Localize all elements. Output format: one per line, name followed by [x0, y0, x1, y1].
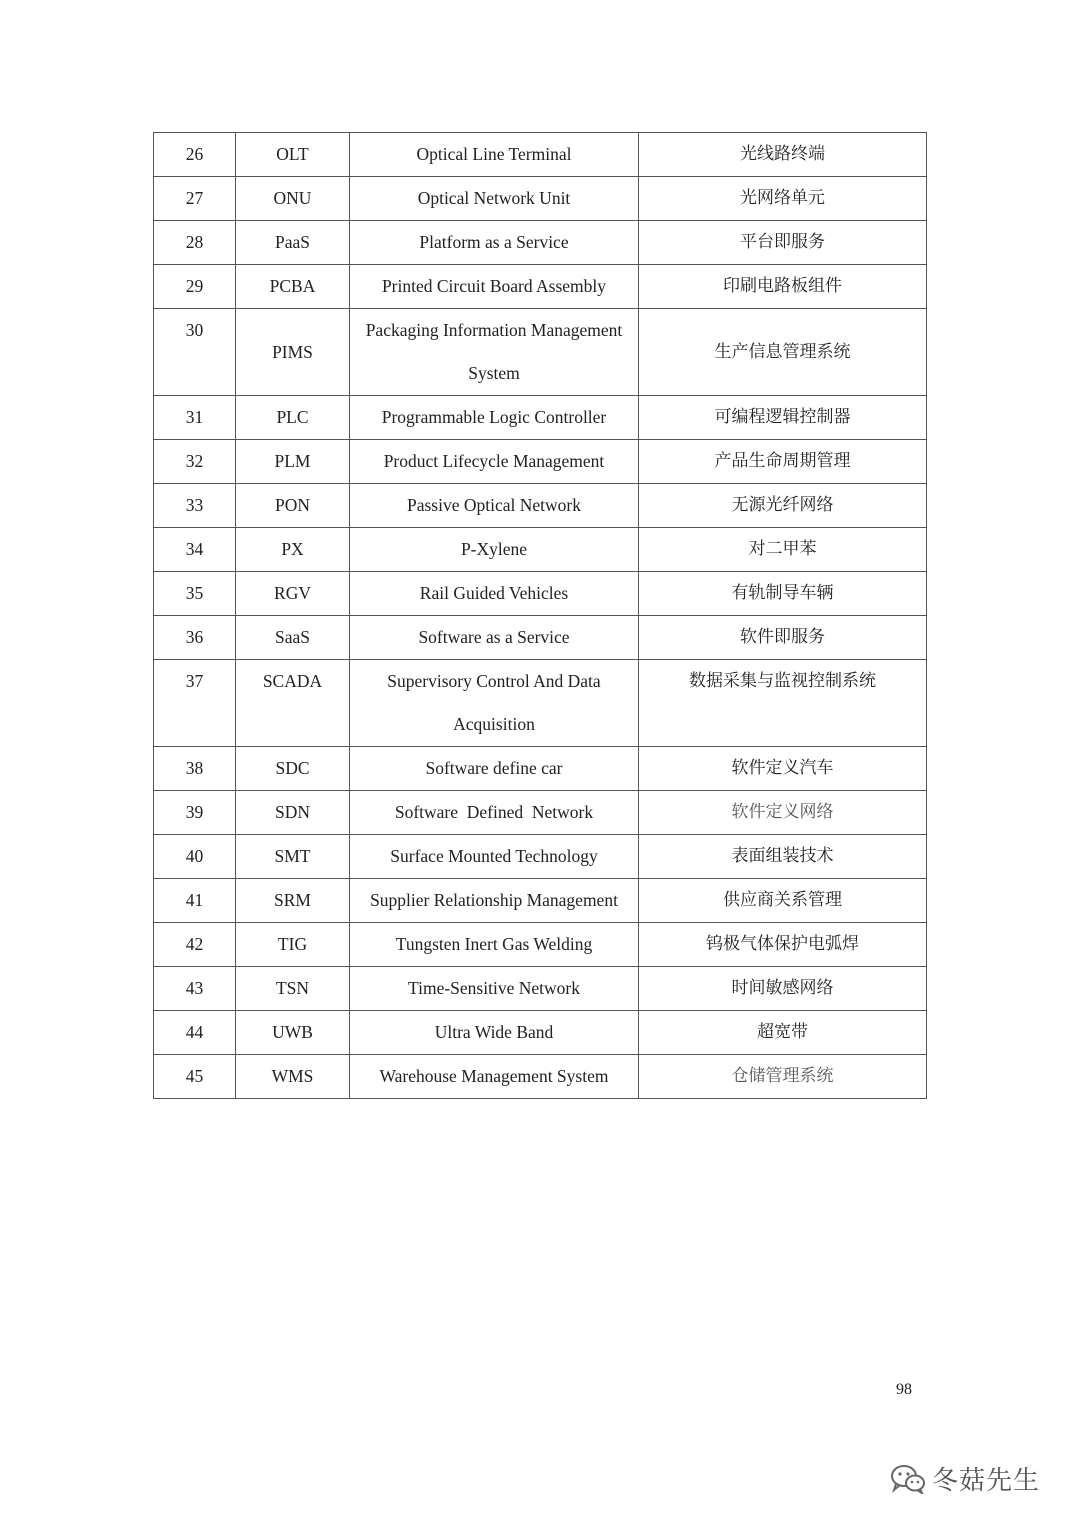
- row-full-name: Optical Line Terminal: [350, 133, 639, 177]
- table-row: [154, 879, 927, 923]
- table-row: [154, 747, 927, 791]
- table-row: [154, 396, 927, 440]
- table-row: [154, 616, 927, 660]
- row-full-name: Ultra Wide Band: [350, 1011, 639, 1055]
- table-row: [154, 265, 927, 309]
- row-abbreviation: TIG: [236, 923, 350, 967]
- row-chinese-name: 对二甲苯: [639, 528, 927, 572]
- row-abbreviation: PaaS: [236, 221, 350, 265]
- row-full-name: Supervisory Control And Data Acquisition: [350, 660, 639, 747]
- row-abbreviation: UWB: [236, 1011, 350, 1055]
- row-number: 26: [154, 133, 236, 177]
- row-abbreviation: SDC: [236, 747, 350, 791]
- row-full-name: Printed Circuit Board Assembly: [350, 265, 639, 309]
- row-chinese-name: 表面组装技术: [639, 835, 927, 879]
- row-number: 34: [154, 528, 236, 572]
- row-number: 28: [154, 221, 236, 265]
- row-full-name: Supplier Relationship Management: [350, 879, 639, 923]
- row-abbreviation: PON: [236, 484, 350, 528]
- page-number: 98: [896, 1381, 912, 1398]
- glossary-table-body: [154, 133, 927, 1099]
- glossary-table: [153, 132, 927, 1099]
- row-chinese-name: 印刷电路板组件: [639, 265, 927, 309]
- row-number: 37: [154, 660, 236, 747]
- watermark-text: 冬菇先生: [932, 1466, 1041, 1496]
- row-number: 41: [154, 879, 236, 923]
- row-full-name: Time-Sensitive Network: [350, 967, 639, 1011]
- row-number: 32: [154, 440, 236, 484]
- row-abbreviation: SMT: [236, 835, 350, 879]
- row-abbreviation: RGV: [236, 572, 350, 616]
- row-chinese-name: 仓储管理系统: [639, 1055, 927, 1099]
- row-full-name: Passive Optical Network: [350, 484, 639, 528]
- row-abbreviation: PIMS: [236, 309, 350, 396]
- table-row: [154, 484, 927, 528]
- row-number: 30: [154, 309, 236, 396]
- table-row: [154, 660, 927, 747]
- row-abbreviation: SRM: [236, 879, 350, 923]
- row-number: 27: [154, 177, 236, 221]
- row-full-name: Software as a Service: [350, 616, 639, 660]
- row-chinese-name: 软件即服务: [639, 616, 927, 660]
- row-chinese-name: 软件定义汽车: [639, 747, 927, 791]
- row-number: 33: [154, 484, 236, 528]
- row-chinese-name: 超宽带: [639, 1011, 927, 1055]
- table-row: [154, 923, 927, 967]
- row-abbreviation: SDN: [236, 791, 350, 835]
- table-row: [154, 835, 927, 879]
- row-chinese-name: 钨极气体保护电弧焊: [639, 923, 927, 967]
- row-chinese-name: 可编程逻辑控制器: [639, 396, 927, 440]
- row-chinese-name: 软件定义网络: [639, 791, 927, 835]
- row-chinese-name: 供应商关系管理: [639, 879, 927, 923]
- row-chinese-name: 光网络单元: [639, 177, 927, 221]
- row-number: 43: [154, 967, 236, 1011]
- row-full-name: Platform as a Service: [350, 221, 639, 265]
- row-number: 36: [154, 616, 236, 660]
- table-row: [154, 528, 927, 572]
- row-abbreviation: PLC: [236, 396, 350, 440]
- row-number: 29: [154, 265, 236, 309]
- row-number: 39: [154, 791, 236, 835]
- row-abbreviation: PLM: [236, 440, 350, 484]
- row-full-name: Packaging Information Management System: [350, 309, 639, 396]
- table-row: [154, 177, 927, 221]
- row-chinese-name: 无源光纤网络: [639, 484, 927, 528]
- row-abbreviation: WMS: [236, 1055, 350, 1099]
- row-number: 42: [154, 923, 236, 967]
- row-abbreviation: PCBA: [236, 265, 350, 309]
- row-abbreviation: SaaS: [236, 616, 350, 660]
- row-number: 45: [154, 1055, 236, 1099]
- table-row: [154, 440, 927, 484]
- row-chinese-name: 光线路终端: [639, 133, 927, 177]
- row-full-name: P-Xylene: [350, 528, 639, 572]
- table-row: [154, 221, 927, 265]
- row-full-name: Product Lifecycle Management: [350, 440, 639, 484]
- row-full-name: Warehouse Management System: [350, 1055, 639, 1099]
- row-abbreviation: OLT: [236, 133, 350, 177]
- row-full-name: Surface Mounted Technology: [350, 835, 639, 879]
- table-row: [154, 1055, 927, 1099]
- table-row: [154, 791, 927, 835]
- row-number: 40: [154, 835, 236, 879]
- row-number: 31: [154, 396, 236, 440]
- table-row: [154, 1011, 927, 1055]
- row-full-name: Rail Guided Vehicles: [350, 572, 639, 616]
- table-row: [154, 967, 927, 1011]
- row-abbreviation: SCADA: [236, 660, 350, 747]
- table-row: [154, 309, 927, 396]
- row-full-name: Programmable Logic Controller: [350, 396, 639, 440]
- row-chinese-name: 有轨制导车辆: [639, 572, 927, 616]
- row-full-name: Optical Network Unit: [350, 177, 639, 221]
- row-full-name: Software define car: [350, 747, 639, 791]
- table-row: [154, 572, 927, 616]
- wechat-icon: [890, 1464, 926, 1494]
- watermark: [890, 1460, 1040, 1497]
- row-full-name: Tungsten Inert Gas Welding: [350, 923, 639, 967]
- row-number: 44: [154, 1011, 236, 1055]
- row-chinese-name: 生产信息管理系统: [639, 309, 927, 396]
- row-abbreviation: ONU: [236, 177, 350, 221]
- row-abbreviation: TSN: [236, 967, 350, 1011]
- row-chinese-name: 产品生命周期管理: [639, 440, 927, 484]
- row-abbreviation: PX: [236, 528, 350, 572]
- row-number: 38: [154, 747, 236, 791]
- row-number: 35: [154, 572, 236, 616]
- row-chinese-name: 时间敏感网络: [639, 967, 927, 1011]
- table-row: [154, 133, 927, 177]
- row-chinese-name: 数据采集与监视控制系统: [639, 660, 927, 747]
- row-full-name: Software Defined Network: [350, 791, 639, 835]
- row-chinese-name: 平台即服务: [639, 221, 927, 265]
